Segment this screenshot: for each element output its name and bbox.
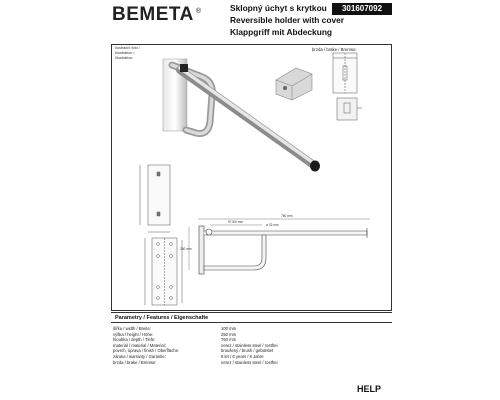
brake-technical-view	[333, 53, 362, 120]
length-label: 760 mm	[281, 214, 293, 218]
title-czech: Sklopný úchyt s krytkou	[230, 3, 327, 13]
illustration-label-line: Illustration /	[115, 51, 135, 55]
title-english: Reversible holder with cover	[230, 15, 345, 25]
spec-key: hloubka / depth / Tiefe:	[113, 337, 156, 343]
spec-value: 100 mm	[221, 326, 237, 331]
elevation-bar	[204, 231, 367, 235]
diameter-label: ø 32 mm	[266, 223, 279, 227]
brake-label: brzda / brake / Bremse:	[312, 47, 357, 52]
title-german: Klappgriff mit Abdeckung	[230, 27, 333, 37]
plate-holes-view	[145, 238, 182, 305]
product-code-badge: 301607092	[332, 3, 392, 15]
spec-value: nerez / stainless steel / rostfrei	[221, 359, 278, 365]
bracket-detail	[276, 68, 312, 100]
spec-value: broušený / brush / gebürstet	[221, 348, 274, 354]
parameters-heading: Parametry / Features / Eigenschafte	[111, 312, 392, 323]
elevation-plate	[199, 226, 204, 274]
specifications-table	[113, 326, 303, 365]
center-label: 97,5/6 mm	[228, 220, 244, 224]
spec-value: 250 mm	[221, 331, 237, 337]
spec-value: 760 mm	[221, 337, 237, 343]
brand-name: BEMETA	[112, 4, 194, 25]
hinge-block	[180, 64, 188, 72]
plate-front-view	[140, 165, 170, 232]
spec-key: materiál / material / Material:	[113, 342, 166, 348]
end-cap	[310, 161, 320, 172]
spec-key: šířka / width / Breite:	[113, 326, 151, 331]
side-elevation	[180, 214, 370, 274]
registered-mark: ®	[195, 7, 201, 15]
spec-key: záruka / warranty / Garantie:	[113, 353, 166, 359]
spec-value: nerez / stainless steel / rostfrei	[221, 342, 278, 348]
spec-key: povrch, úprava / finish / Oberfläche:	[113, 348, 180, 354]
spec-key: brzda / brake / Bremse:	[113, 359, 157, 365]
help-label: HELP	[357, 384, 382, 394]
elevation-support	[204, 235, 266, 270]
spec-key: výška / height / Höhe:	[113, 331, 154, 337]
spec-row	[113, 360, 303, 366]
illustration-label-line: Ilustrační foto /	[115, 46, 140, 50]
spec-value: 6 let / 6 years / 6 Jahre	[221, 353, 264, 359]
illustration-label-line: Illustration:	[115, 56, 134, 60]
height-label: 250 mm	[180, 247, 192, 251]
